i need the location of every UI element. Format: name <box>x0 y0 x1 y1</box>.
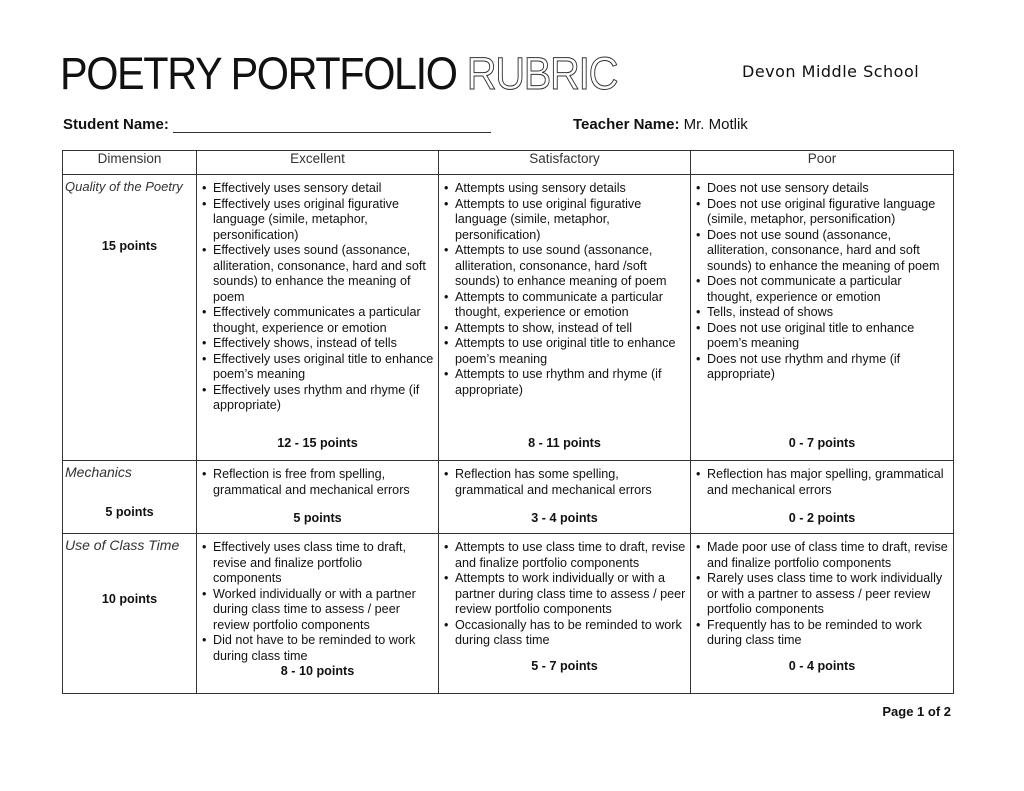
dimension-cell <box>63 461 197 534</box>
poor-cell <box>691 175 954 461</box>
excellent-cell <box>197 534 439 694</box>
excellent-cell <box>197 461 439 534</box>
criterion-item: • Worked individually or with a partner during class time to assess / peer review portfolio components <box>213 587 434 634</box>
student-name-field[interactable] <box>63 116 491 133</box>
poor-points: 0 - 4 points <box>788 658 856 673</box>
excellent-cell <box>197 175 439 461</box>
poor-points: 0 - 7 points <box>788 435 856 450</box>
table-row <box>63 461 954 534</box>
dimension-name: Quality of the Poetry <box>65 179 183 194</box>
criterion-item: • Effectively shows, instead of tells <box>213 336 434 352</box>
criterion-item: • Effectively uses sound (assonance, alliteration, consonance, hard and soft sounds) to enhance the meaning of poem <box>213 243 434 305</box>
teacher-label: Teacher Name: <box>573 116 680 133</box>
satisfactory-cell <box>439 534 691 694</box>
satisfactory-cell <box>439 461 691 534</box>
criterion-item: • Effectively uses original figurative language (simile, metaphor, personification) <box>213 197 434 244</box>
satisfactory-points: 8 - 11 points <box>528 435 601 450</box>
excellent-points: 5 points <box>293 510 342 525</box>
criterion-item: • Rarely uses class time to work individually or with a partner to assess / peer review portfolio components <box>707 571 949 618</box>
criterion-item: • Attempts to use original title to enhance poem’s meaning <box>455 336 686 367</box>
excellent-criteria <box>197 467 438 498</box>
satisfactory-points: 5 - 7 points <box>531 658 598 673</box>
criterion-item: • Effectively uses original title to enhance poem’s meaning <box>213 352 434 383</box>
dimension-points: 10 points <box>101 591 158 606</box>
satisfactory-criteria <box>439 181 690 398</box>
poor-criteria <box>691 467 953 498</box>
criterion-item: • Does not use original figurative language (simile, metaphor, personification) <box>707 197 949 228</box>
excellent-points: 12 - 15 points <box>277 435 358 450</box>
satisfactory-criteria <box>439 467 690 498</box>
school-name: Devon Middle School <box>742 62 920 81</box>
criterion-item: • Effectively communicates a particular thought, experience or emotion <box>213 305 434 336</box>
teacher-value: Mr. Motlik <box>683 116 748 133</box>
criterion-item: • Attempts using sensory details <box>455 181 686 197</box>
satisfactory-criteria <box>439 540 690 649</box>
criterion-item: • Does not use sensory details <box>707 181 949 197</box>
criterion-item: • Effectively uses class time to draft, revise and finalize portfolio components <box>213 540 434 587</box>
title-main: POETRY PORTFOLIO <box>60 48 457 99</box>
excellent-points: 8 - 10 points <box>280 664 355 678</box>
excellent-criteria <box>197 181 438 414</box>
criterion-item: • Does not use original title to enhance poem’s meaning <box>707 321 949 352</box>
poor-cell <box>691 534 954 694</box>
header-satisfactory: Satisfactory <box>439 151 691 175</box>
criterion-item: • Does not use rhythm and rhyme (if appropriate) <box>707 352 949 383</box>
criterion-item: • Attempts to use sound (assonance, alliteration, consonance, hard /soft sounds) to enhance meaning of poem <box>455 243 686 290</box>
criterion-item: • Made poor use of class time to draft, revise and finalize portfolio components <box>707 540 949 571</box>
header-poor: Poor <box>691 151 954 175</box>
criterion-item: • Does not use sound (assonance, alliteration, consonance, hard and soft sounds) to enhance the meaning of poem <box>707 228 949 275</box>
header-row <box>63 151 954 175</box>
criterion-item: • Reflection has some spelling, grammatical and mechanical errors <box>455 467 686 498</box>
criterion-item: • Frequently has to be reminded to work during class time <box>707 618 949 649</box>
criterion-item: • Occasionally has to be reminded to work during class time <box>455 618 686 649</box>
header-dimension: Dimension <box>63 151 197 175</box>
poor-criteria <box>691 181 953 383</box>
dimension-points: 15 points <box>101 238 158 253</box>
poor-criteria <box>691 540 953 649</box>
criterion-item: • Reflection has major spelling, grammatical and mechanical errors <box>707 467 949 498</box>
criterion-item: • Reflection is free from spelling, grammatical and mechanical errors <box>213 467 434 498</box>
criterion-item: • Attempts to work individually or with a partner during class time to assess / peer review portfolio components <box>455 571 686 618</box>
dimension-cell <box>63 175 197 461</box>
student-name-line[interactable] <box>173 118 491 133</box>
criterion-item: • Attempts to communicate a particular thought, experience or emotion <box>455 290 686 321</box>
satisfactory-points: 3 - 4 points <box>531 510 598 525</box>
excellent-criteria <box>197 540 438 664</box>
criterion-item: • Effectively uses rhythm and rhyme (if appropriate) <box>213 383 434 414</box>
teacher-name <box>573 116 748 133</box>
criterion-item: • Attempts to show, instead of tell <box>455 321 686 337</box>
dimension-name: Mechanics <box>65 464 132 480</box>
criterion-item: • Attempts to use original figurative language (simile, metaphor, personification) <box>455 197 686 244</box>
page-number: Page 1 of 2 <box>882 704 951 719</box>
table-row <box>63 175 954 461</box>
satisfactory-cell <box>439 175 691 461</box>
rubric-table <box>62 150 954 694</box>
student-label: Student Name: <box>63 116 169 133</box>
criterion-item: • Does not communicate a particular thought, experience or emotion <box>707 274 949 305</box>
dimension-name: Use of Class Time <box>65 537 180 553</box>
criterion-item: • Attempts to use rhythm and rhyme (if appropriate) <box>455 367 686 398</box>
page-title <box>60 48 617 100</box>
criterion-item: • Effectively uses sensory detail <box>213 181 434 197</box>
header-excellent: Excellent <box>197 151 439 175</box>
criterion-item: • Tells, instead of shows <box>707 305 949 321</box>
poor-points: 0 - 2 points <box>788 510 856 525</box>
title-light: RUBRIC <box>466 48 618 99</box>
criterion-item: • Attempts to use class time to draft, revise and finalize portfolio components <box>455 540 686 571</box>
dimension-points: 5 points <box>105 504 154 519</box>
dimension-cell <box>63 534 197 694</box>
poor-cell <box>691 461 954 534</box>
table-row <box>63 534 954 694</box>
criterion-item: • Did not have to be reminded to work during class time <box>213 633 434 664</box>
